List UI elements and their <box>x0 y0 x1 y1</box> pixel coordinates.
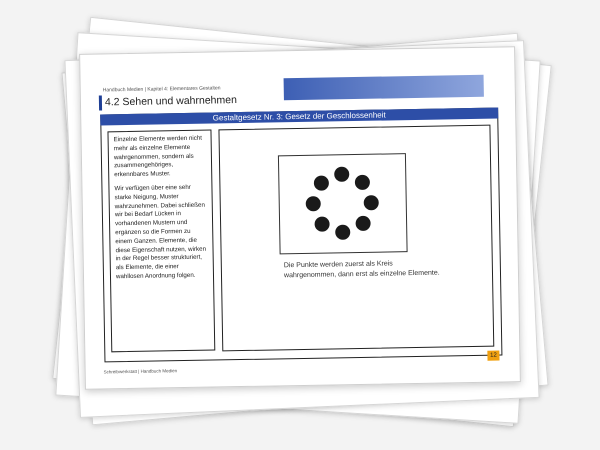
dot <box>334 167 349 182</box>
section-number: 4.2 <box>104 96 120 109</box>
dot <box>314 216 329 231</box>
slide-page <box>79 46 521 390</box>
footer-credit: Schreibwerkstatt | Handbuch Medien <box>103 368 178 375</box>
dot <box>355 175 370 190</box>
explanation-paragraph: Wir verfügen über eine sehr starke Neigung, Muster wahrzunehmen. Dabei schließen wir bei Bedarf Lücken in vorhandenen Mustern und ergänzen so die Formen zu einem Ganzen. Elemente, die diese Eigenschaft nutzen, wirken in der Regel besser strukturiert, als Elemente, die einer wahllosen Anordnung folgen. <box>114 183 207 281</box>
page-title <box>105 93 237 110</box>
explanation-panel <box>107 130 215 353</box>
figure-caption: Die Punkte werden zuerst als Kreis wahrgenommen, dann erst als einzelne Elemente. <box>283 260 440 279</box>
breadcrumb: Handbuch Medien | Kapitel 4: Elementares Gestalten <box>102 85 221 94</box>
dot <box>364 195 379 210</box>
dot-circle-figure <box>278 153 408 254</box>
section-title: Sehen und wahrnehmen <box>122 94 237 109</box>
dot <box>306 196 321 211</box>
title-gradient-bar <box>284 75 484 100</box>
gestalt-law-band: Gestaltgesetz Nr. 3: Gesetz der Geschlossenheit <box>100 108 498 126</box>
explanation-paragraph: Einzelne Elemente werden nicht mehr als einzelne Elemente wahrgenommen, sondern als zusammengehöriges, erkennbares Muster. <box>113 134 203 179</box>
dot-circle-svg <box>279 154 406 252</box>
page-number: 12 <box>487 351 499 361</box>
dot <box>355 216 370 231</box>
title-accent-bar <box>99 95 102 110</box>
dot <box>314 175 329 190</box>
dot <box>335 225 350 240</box>
figure-panel <box>218 125 494 352</box>
